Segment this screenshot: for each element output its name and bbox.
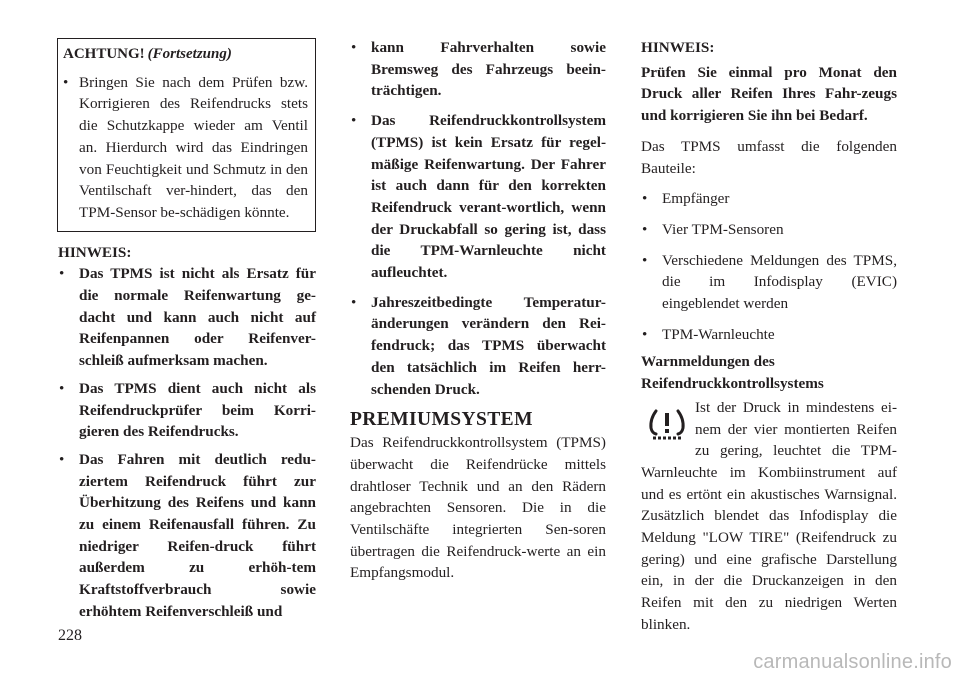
component-item: • Vier TPM-Sensoren [641,219,897,241]
note-list [58,263,316,622]
note-list-continued [350,37,606,400]
continuation-text: kann Fahrverhalten sowie Bremsweg des Fahrzeugs beein-trächtigen. [371,39,606,100]
component-item: • Empfänger [641,188,897,210]
note-heading: HINWEIS: [641,39,715,56]
note-item: • Das TPMS ist nicht als Ersatz für die normale Reifenwartung ge-dacht und kann auch nicht auf Reifenpannen oder Reifenver-schleiß aufmerksam machen. [58,263,316,372]
column-middle [350,37,606,584]
note-item: • Das Fahren mit deutlich redu-ziertem Reifendruck führt zur Überhitzung des Reifens und kann zu einem Reifenausfall führen. Zu niedriger Reifen-druck führt außerdem zu erhöh-tem Kraftstoffverbrauch sowie erhöhtem Reifenverschleiß und [58,449,316,623]
warning-continued-label: (Fortsetzung) [147,46,232,62]
note-heading: HINWEIS: [58,243,132,261]
note-item: • Jahreszeitbedingte Temperatur-änderungen verändern den Rei-fendruck; das TPMS überwacht den tatsächlich im Reifen herr-schenden Druck. [350,292,606,401]
section-title: PREMIUMSYSTEM [350,409,533,431]
component-item: • TPM-Warnleuchte [641,324,897,346]
column-left [58,38,316,623]
components-intro: Das TPMS umfasst die folgenden Bauteile: [641,137,897,177]
warnings-heading: Warnmeldungen des Reifendruckkontrollsystems [641,353,824,393]
components-list [641,188,897,345]
page-number: 228 [58,627,82,644]
tire-pressure-warning-icon [647,405,687,445]
warnings-body: Ist der Druck in mindestens ei-nem der vier montierten Reifen zu gering, leuchtet die TPM-Warnleuchte im Kombiinstrument auf und es ertönt ein akustisches Warnsignal. Zusätzlich blendet das Infodisplay die Meldung "LOW TIRE" (Reifendruck zu gering) und eine grafische Darstellung ein, in der die Druckanzeigen in den Reifen mit den zu niedrigen Werten blinken. [641,398,897,633]
column-right [641,37,897,645]
section-body: Das Reifendruckkontrollsystem (TPMS) überwacht die Reifendrücke mittels drahtloser Technik und an den Rädern angebrachten Sensoren. Die in die Ventilschäfte integrierten Sen-soren übertragen die Reifendruck-werte an ein Empfangsmodul. [350,434,606,582]
warning-box [57,38,316,232]
note-item-continuation [350,37,606,102]
warning-item: • Bringen Sie nach dem Prüfen bzw. Korrigieren des Reifendrucks stets die Schutzkappe wieder am Ventil an. Hierdurch wird das Eindringen von Feuchtigkeit und Schmutz in den Ventilschaft ver-hindert, das den TPM-Sensor be-schädigen könnte. [63,72,308,224]
note-item: • Das Reifendruckkontrollsystem (TPMS) ist kein Ersatz für regel-mäßige Reifenwartung. Der Fahrer ist auch dann für den korrekten Reifendruck verant-wortlich, wenn der Druckabfall so gering ist, dass die TPM-Warnleuchte nicht aufleuchtet. [350,110,606,284]
warnings-block [641,397,897,636]
note-item: • Das TPMS dient auch nicht als Reifendruckprüfer beim Korri-gieren des Reifendrucks. [58,378,316,443]
warning-title-label: ACHTUNG! [63,46,145,62]
note-body: Prüfen Sie einmal pro Monat den Druck aller Reifen Ihres Fahr-zeugs und korrigieren Sie ihn bei Bedarf. [641,63,897,125]
component-item: • Verschiedene Meldungen des TPMS, die im Infodisplay (EVIC) eingeblendet werden [641,250,897,315]
warning-title [63,44,308,66]
watermark: carmanualsonline.info [753,651,952,673]
warning-list [63,72,308,224]
